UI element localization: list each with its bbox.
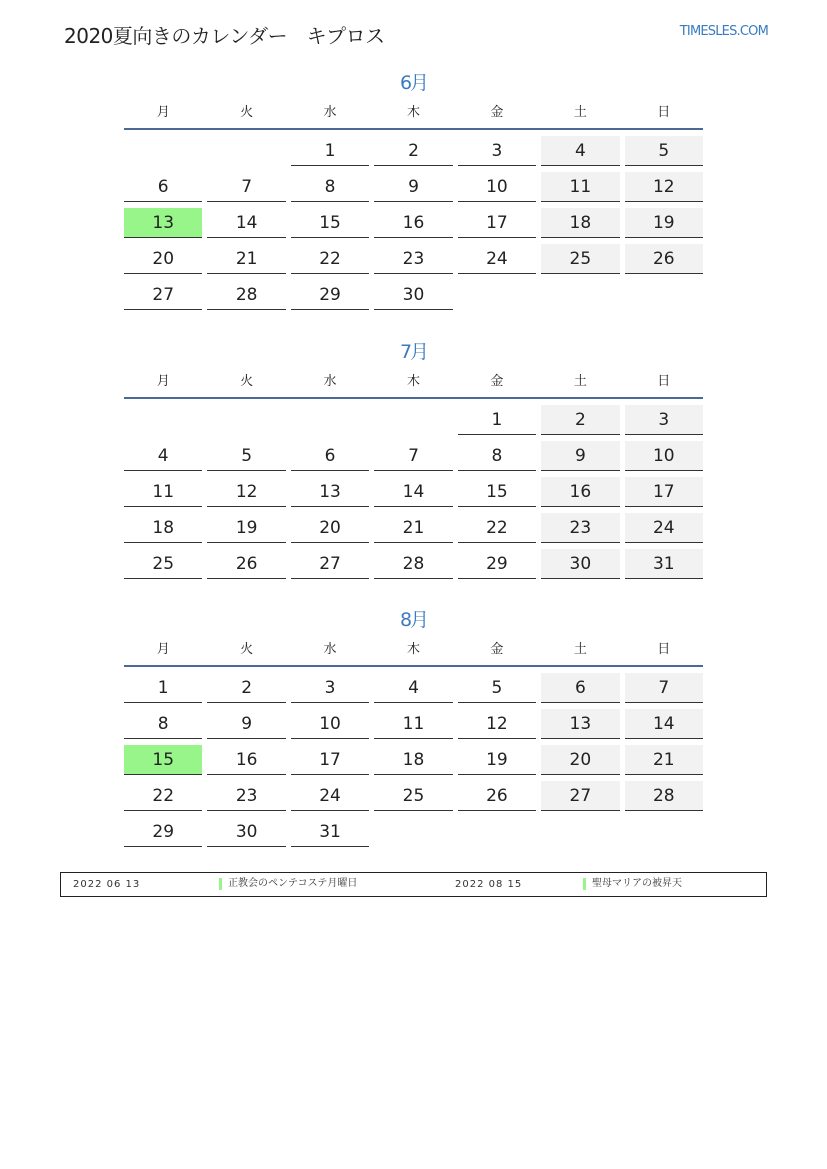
weekday-label: 火 [240, 105, 254, 120]
day-cell: 25 [541, 244, 619, 274]
empty-day-cell [374, 817, 452, 846]
day-cell: 2 [207, 673, 285, 703]
day-cell: 26 [207, 549, 285, 579]
weekday-label: 日 [657, 105, 671, 120]
day-grid [124, 673, 703, 847]
day-cell: 25 [124, 549, 202, 579]
day-cell: 30 [207, 817, 285, 847]
day-cell: 9 [207, 709, 285, 739]
day-cell: 9 [541, 441, 619, 471]
day-grid [124, 136, 703, 310]
weekday-label: 木 [406, 642, 420, 657]
day-cell: 18 [541, 208, 619, 238]
day-cell: 19 [625, 208, 703, 238]
day-cell: 6 [291, 441, 369, 471]
day-cell: 4 [541, 136, 619, 166]
day-cell: 18 [374, 745, 452, 775]
legend-holiday-name: 聖母マリアの被昇天 [583, 878, 682, 890]
month-calendar [124, 68, 703, 310]
day-cell: 11 [124, 477, 202, 507]
legend-holiday-name: 正教会のペンテコステ月曜日 [219, 878, 357, 890]
weekday-label: 月 [156, 642, 170, 657]
day-cell: 19 [458, 745, 536, 775]
day-cell: 13 [291, 477, 369, 507]
day-cell: 21 [625, 745, 703, 775]
weekday-label: 月 [156, 105, 170, 120]
day-cell: 30 [374, 280, 452, 310]
day-cell: 14 [374, 477, 452, 507]
day-cell: 30 [541, 549, 619, 579]
month-calendar [124, 605, 703, 847]
day-cell: 12 [207, 477, 285, 507]
day-cell: 24 [625, 513, 703, 543]
weekday-header [124, 98, 703, 130]
weekday-header [124, 635, 703, 667]
day-cell: 17 [458, 208, 536, 238]
legend-date: 2022 06 13 [73, 879, 141, 890]
day-cell: 15 [124, 745, 202, 775]
day-cell: 29 [291, 280, 369, 310]
month-title: 8月 [399, 609, 428, 631]
empty-day-cell [207, 136, 285, 165]
empty-day-cell [625, 817, 703, 846]
day-cell: 19 [207, 513, 285, 543]
day-cell: 26 [458, 781, 536, 811]
day-cell: 22 [291, 244, 369, 274]
day-cell: 28 [374, 549, 452, 579]
day-cell: 29 [458, 549, 536, 579]
weekday-label: 金 [490, 642, 504, 657]
day-cell: 11 [541, 172, 619, 202]
day-grid [124, 405, 703, 579]
day-cell: 15 [458, 477, 536, 507]
day-cell: 29 [124, 817, 202, 847]
day-cell: 28 [207, 280, 285, 310]
day-cell: 2 [374, 136, 452, 166]
day-cell: 1 [124, 673, 202, 703]
day-cell: 3 [291, 673, 369, 703]
day-cell: 31 [625, 549, 703, 579]
day-cell: 16 [207, 745, 285, 775]
empty-day-cell [374, 405, 452, 434]
month-title: 7月 [399, 341, 428, 363]
day-cell: 10 [625, 441, 703, 471]
empty-day-cell [458, 817, 536, 846]
empty-day-cell [291, 405, 369, 434]
day-cell: 8 [458, 441, 536, 471]
weekday-label: 水 [323, 374, 337, 389]
weekday-label: 火 [240, 374, 254, 389]
day-cell: 4 [124, 441, 202, 471]
day-cell: 16 [541, 477, 619, 507]
weekday-label: 土 [573, 642, 587, 657]
day-cell: 17 [291, 745, 369, 775]
day-cell: 23 [374, 244, 452, 274]
day-cell: 21 [374, 513, 452, 543]
day-cell: 6 [124, 172, 202, 202]
empty-day-cell [458, 280, 536, 309]
day-cell: 1 [291, 136, 369, 166]
empty-day-cell [541, 280, 619, 309]
day-cell: 5 [207, 441, 285, 471]
day-cell: 31 [291, 817, 369, 847]
day-cell: 8 [124, 709, 202, 739]
day-cell: 12 [458, 709, 536, 739]
day-cell: 27 [291, 549, 369, 579]
day-cell: 28 [625, 781, 703, 811]
weekday-label: 土 [573, 374, 587, 389]
day-cell: 10 [458, 172, 536, 202]
day-cell: 22 [458, 513, 536, 543]
day-cell: 11 [374, 709, 452, 739]
weekday-label: 金 [490, 374, 504, 389]
day-cell: 7 [625, 673, 703, 703]
day-cell: 14 [625, 709, 703, 739]
day-cell: 13 [541, 709, 619, 739]
weekday-label: 土 [573, 105, 587, 120]
weekday-label: 木 [406, 374, 420, 389]
day-cell: 12 [625, 172, 703, 202]
day-cell: 15 [291, 208, 369, 238]
day-cell: 23 [541, 513, 619, 543]
day-cell: 17 [625, 477, 703, 507]
day-cell: 25 [374, 781, 452, 811]
day-cell: 7 [374, 441, 452, 471]
month-calendar [124, 337, 703, 579]
day-cell: 4 [374, 673, 452, 703]
day-cell: 3 [458, 136, 536, 166]
day-cell: 18 [124, 513, 202, 543]
site-link[interactable]: TIMESLES.COM [679, 24, 768, 39]
weekday-label: 水 [323, 642, 337, 657]
weekday-label: 日 [657, 374, 671, 389]
day-cell: 24 [291, 781, 369, 811]
day-cell: 16 [374, 208, 452, 238]
weekday-label: 火 [240, 642, 254, 657]
legend-date: 2022 08 15 [455, 879, 523, 890]
day-cell: 14 [207, 208, 285, 238]
weekday-label: 木 [406, 105, 420, 120]
day-cell: 20 [291, 513, 369, 543]
day-cell: 27 [124, 280, 202, 310]
day-cell: 6 [541, 673, 619, 703]
weekday-label: 日 [657, 642, 671, 657]
day-cell: 24 [458, 244, 536, 274]
day-cell: 20 [124, 244, 202, 274]
month-title: 6月 [399, 72, 428, 94]
weekday-label: 月 [156, 374, 170, 389]
day-cell: 20 [541, 745, 619, 775]
day-cell: 5 [458, 673, 536, 703]
empty-day-cell [207, 405, 285, 434]
weekday-label: 水 [323, 105, 337, 120]
day-cell: 9 [374, 172, 452, 202]
weekday-label: 金 [490, 105, 504, 120]
weekday-header [124, 367, 703, 399]
day-cell: 3 [625, 405, 703, 435]
empty-day-cell [625, 280, 703, 309]
empty-day-cell [124, 405, 202, 434]
day-cell: 7 [207, 172, 285, 202]
empty-day-cell [124, 136, 202, 165]
day-cell: 2 [541, 405, 619, 435]
day-cell: 27 [541, 781, 619, 811]
day-cell: 13 [124, 208, 202, 238]
holiday-legend [60, 872, 767, 897]
day-cell: 26 [625, 244, 703, 274]
day-cell: 21 [207, 244, 285, 274]
page-title: 2020夏向きのカレンダー キプロス [64, 24, 385, 48]
day-cell: 23 [207, 781, 285, 811]
day-cell: 5 [625, 136, 703, 166]
day-cell: 8 [291, 172, 369, 202]
empty-day-cell [541, 817, 619, 846]
day-cell: 10 [291, 709, 369, 739]
day-cell: 22 [124, 781, 202, 811]
day-cell: 1 [458, 405, 536, 435]
